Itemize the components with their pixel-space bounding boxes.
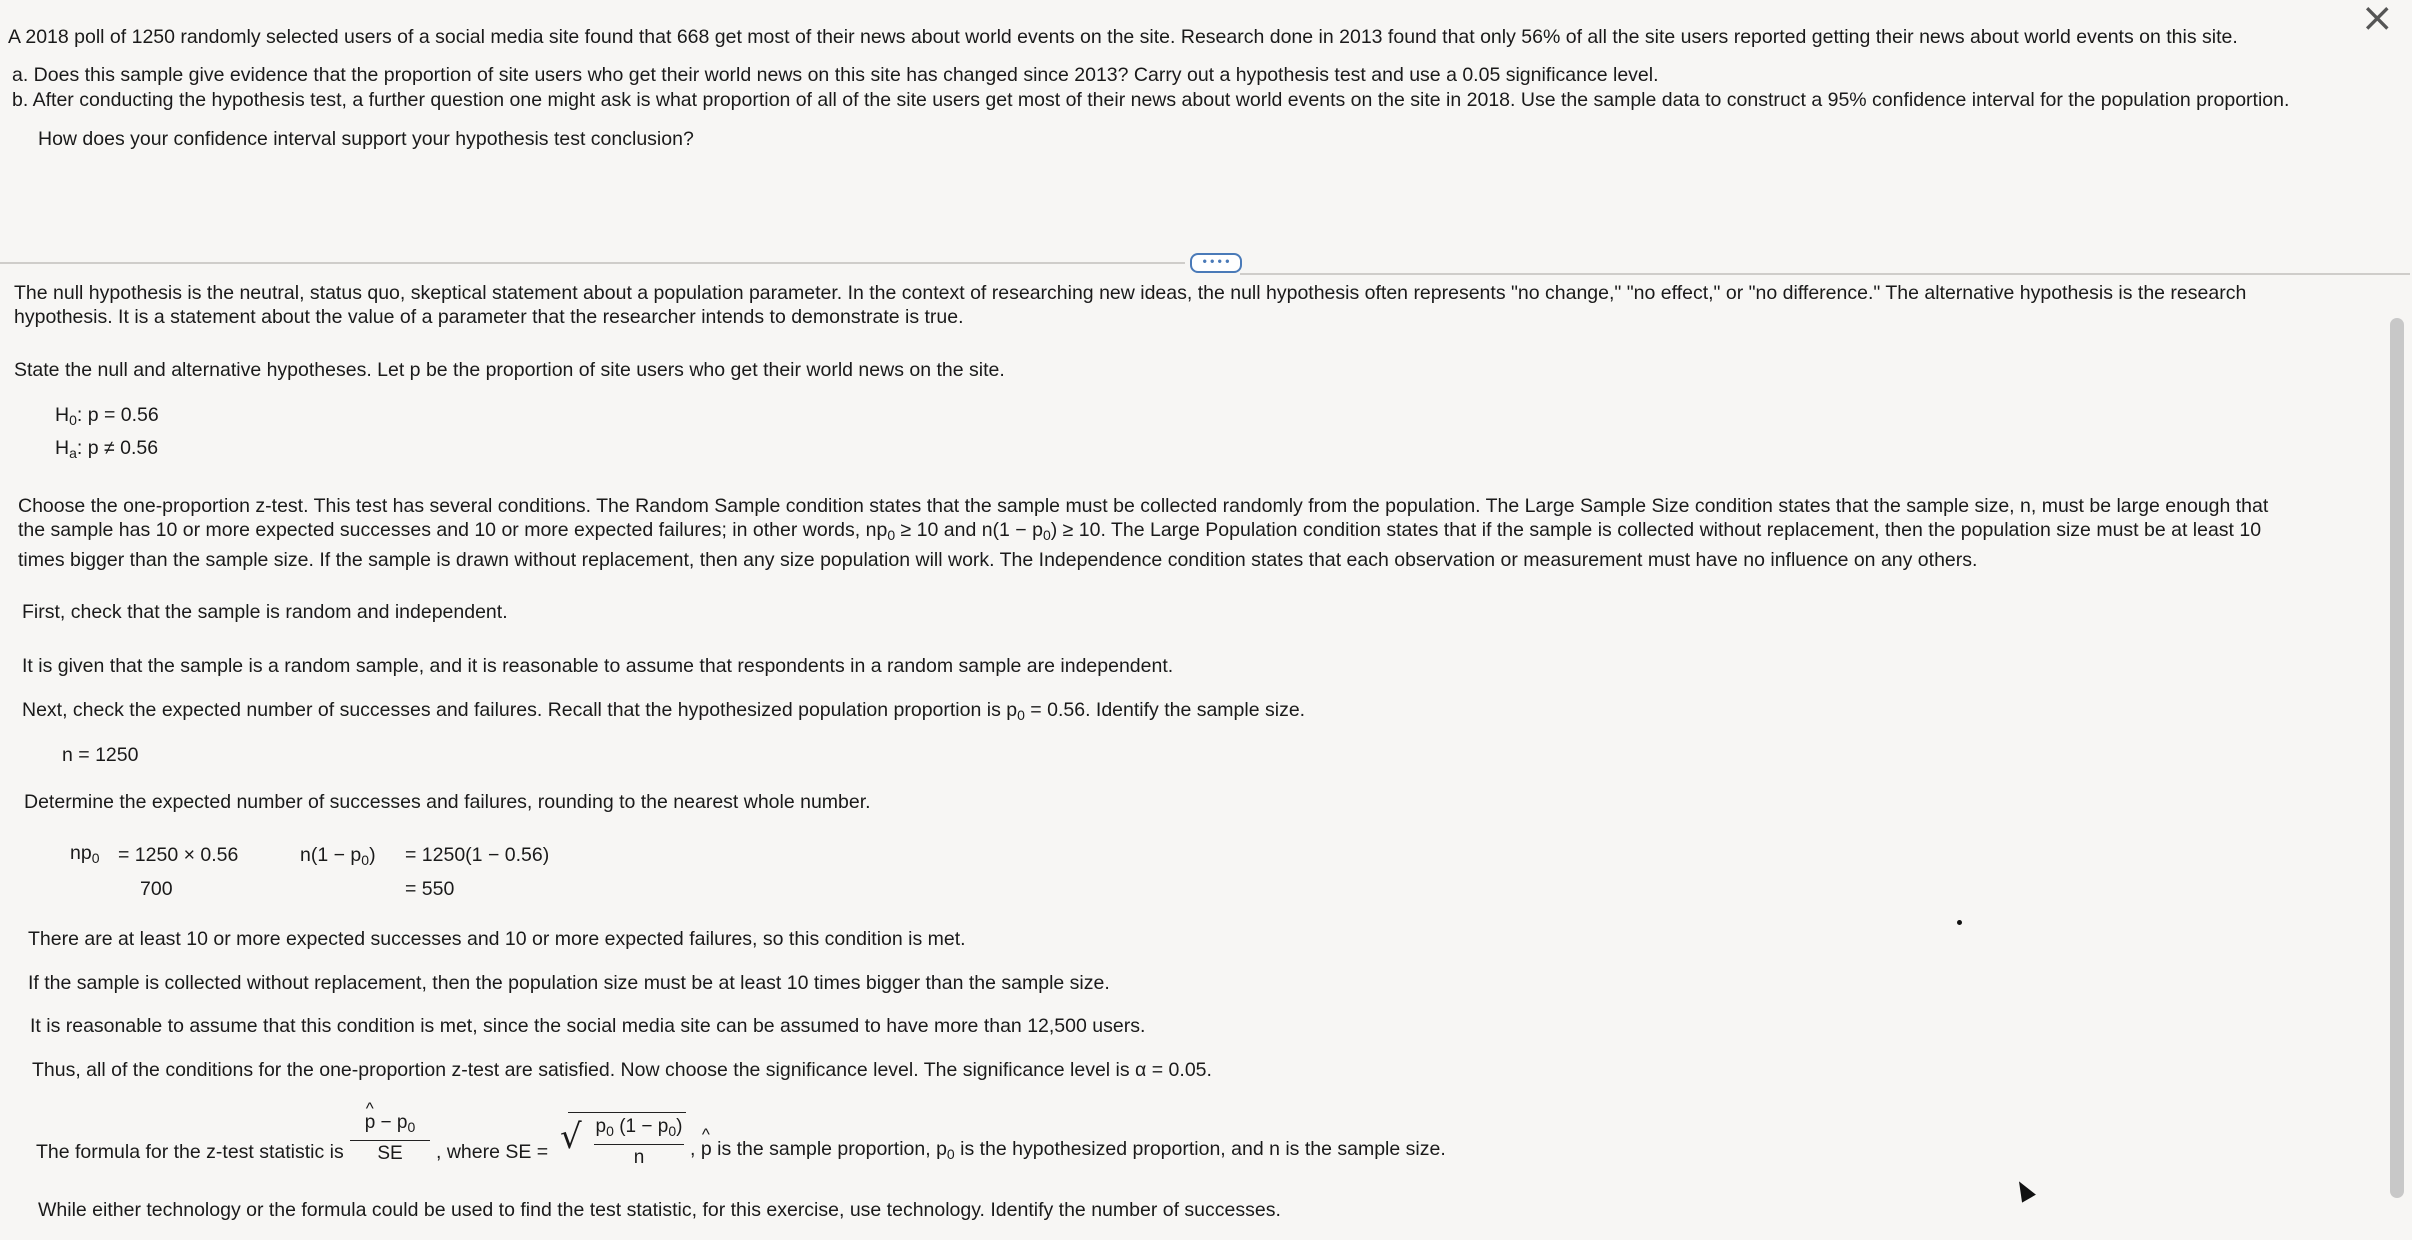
formula-post-d: is the hypothesized proportion, and n is the sample size. [954, 1138, 1446, 1160]
choose-2c: ) ≥ 10. The Large Population condition states that if the sample is collected without replacement, then the population size must be at least 10 [1050, 519, 2262, 541]
formula-intro: The formula for the z-test statistic is [36, 1141, 344, 1163]
subscript-a: a [69, 445, 77, 461]
null-definition-1: The null hypothesis is the neutral, status quo, skeptical statement about a population parameter. In the context of researching new ideas, the null hypothesis often represents "no change," "no effect," or "no difference." The alternative hypothesis is the research [14, 282, 2247, 304]
formula-post-c: is the sample proportion, p [711, 1138, 947, 1160]
p-hat: ^ p − p [365, 1112, 408, 1134]
z-formula-fraction [350, 1112, 430, 1165]
problem-part-a: a. Does this sample give evidence that the proportion of site users who get their world news on this site has changed since 2013? Carry out a hypothesis test and use a 0.05 significance level. [12, 64, 1659, 86]
z-formula-denominator: SE [377, 1143, 403, 1164]
null-hypothesis-value: : p = 0.56 [76, 404, 159, 426]
fraction-bar [594, 1144, 684, 1145]
formula-post [690, 1137, 1446, 1166]
problem-part-b: b. After conducting the hypothesis test, a further question one might ask is what proportion of all of the site users get most of their news about world events on the site in 2018. Use the sample data to construct a 95% confidence interval for the population proportion. [12, 89, 2290, 111]
se-numerator-c: ) [676, 1116, 683, 1137]
z-formula-numerator [350, 1112, 430, 1138]
subscript-0: 0 [887, 527, 896, 543]
fraction-bar [350, 1140, 430, 1141]
n1p0-label [300, 843, 376, 872]
condition-met: There are at least 10 or more expected successes and 10 or more expected failures, so this condition is met. [28, 928, 966, 950]
section-divider-right [1240, 273, 2410, 275]
p-hat: ^ p [701, 1137, 712, 1161]
significance-level: Thus, all of the conditions for the one-proportion z-test are satisfied. Now choose the significance level. The significance level is α = 0.05. [32, 1059, 1212, 1081]
alternative-hypothesis [55, 436, 158, 465]
formula-where: , where SE = [436, 1141, 549, 1163]
p0-p: p [595, 1116, 607, 1137]
first-check: First, check that the sample is random and independent. [22, 601, 508, 623]
se-numerator-b: (1 − p [613, 1116, 669, 1137]
n1p0-expression: = 1250(1 − 0.56) [405, 844, 550, 866]
n1p0-label-b: ) [369, 844, 376, 866]
formula-post-a: , [690, 1138, 701, 1160]
subscript-0: 0 [1042, 527, 1051, 543]
sqrt-icon: √ [560, 1117, 582, 1157]
sample-size-value: n = 1250 [62, 744, 139, 766]
mouse-cursor-icon [2012, 1177, 2036, 1202]
null-hypothesis [55, 403, 159, 432]
subscript-0: 0 [668, 1123, 677, 1139]
n1p0-label-a: n(1 − p [300, 844, 362, 866]
subscript-0: 0 [606, 1123, 614, 1139]
given-random: It is given that the sample is a random sample, and it is reasonable to assume that respondents in a random sample are independent. [22, 655, 1174, 677]
determine-expected: Determine the expected number of successes and failures, rounding to the nearest whole number. [24, 791, 871, 813]
null-definition-2: hypothesis. It is a statement about the value of a parameter that the researcher intends to demonstrate is true. [14, 306, 964, 328]
problem-intro: A 2018 poll of 1250 randomly selected users of a social media site found that 668 get most of their news about world events on the site. Research done in 2013 found that only 56% of all the site users reported getting their news about world events on this site. [8, 26, 2238, 48]
expand-more-button[interactable]: • • • • [1190, 253, 1242, 273]
choose-2a: the sample has 10 or more expected successes and 10 or more expected failures; in other words, np [18, 519, 888, 541]
next-check-b: = 0.56. Identify the sample size. [1024, 699, 1306, 721]
state-hypotheses-instruction: State the null and alternative hypotheses. Let p be the proportion of site users who get their world news on the site. [14, 359, 1005, 381]
close-icon[interactable]: × [2360, 0, 2394, 41]
h-symbol: H [55, 437, 70, 459]
np-text: np [70, 842, 92, 864]
se-denominator: n [633, 1147, 645, 1168]
alternative-hypothesis-value: : p ≠ 0.56 [76, 437, 159, 459]
np0-result: 700 [140, 878, 173, 900]
use-technology: While either technology or the formula could be used to find the test statistic, for this exercise, use technology. Identify the number of successes. [38, 1199, 1281, 1221]
subscript-0: 0 [946, 1146, 955, 1162]
se-numerator [594, 1116, 684, 1142]
h-symbol: H [55, 404, 70, 426]
np0-label [70, 841, 100, 870]
population-condition: If the sample is collected without replacement, then the population size must be at least 10 times bigger than the sample size. [28, 972, 1110, 994]
subscript-0: 0 [1017, 707, 1025, 723]
population-reasonable: It is reasonable to assume that this condition is met, since the social media site can be assumed to have more than 12,500 users. [30, 1015, 1146, 1037]
subscript-0: 0 [69, 412, 77, 428]
se-fraction [594, 1116, 684, 1169]
n1p0-result: = 550 [405, 878, 455, 900]
subscript-0: 0 [91, 850, 100, 866]
scrollbar-thumb[interactable] [2390, 318, 2404, 1198]
choose-test-2 [18, 518, 2261, 547]
choose-test-1: Choose the one-proportion z-test. This test has several conditions. The Random Sample condition states that the sample must be collected randomly from the population. The Large Sample Size condition states that the sample size, n, must be large enough that [18, 495, 2269, 517]
sqrt-top-bar [568, 1112, 686, 1113]
choose-test-3: times bigger than the sample size. If the sample is drawn without replacement, then any size population will work. The Independence condition states that each observation or measurement must have no influence on any others. [18, 549, 1978, 571]
stray-dot [1957, 920, 1962, 925]
np0-expression: = 1250 × 0.56 [118, 844, 239, 866]
subscript-0: 0 [361, 852, 370, 868]
next-check-a: Next, check the expected number of successes and failures. Recall that the hypothesized population proportion is p [22, 699, 1018, 721]
problem-part-b-question: How does your confidence interval support your hypothesis test conclusion? [38, 128, 694, 150]
next-check [22, 698, 1305, 727]
choose-2b: ≥ 10 and n(1 − p [895, 519, 1043, 541]
section-divider-left [0, 262, 1185, 264]
subscript-0: 0 [407, 1119, 416, 1135]
